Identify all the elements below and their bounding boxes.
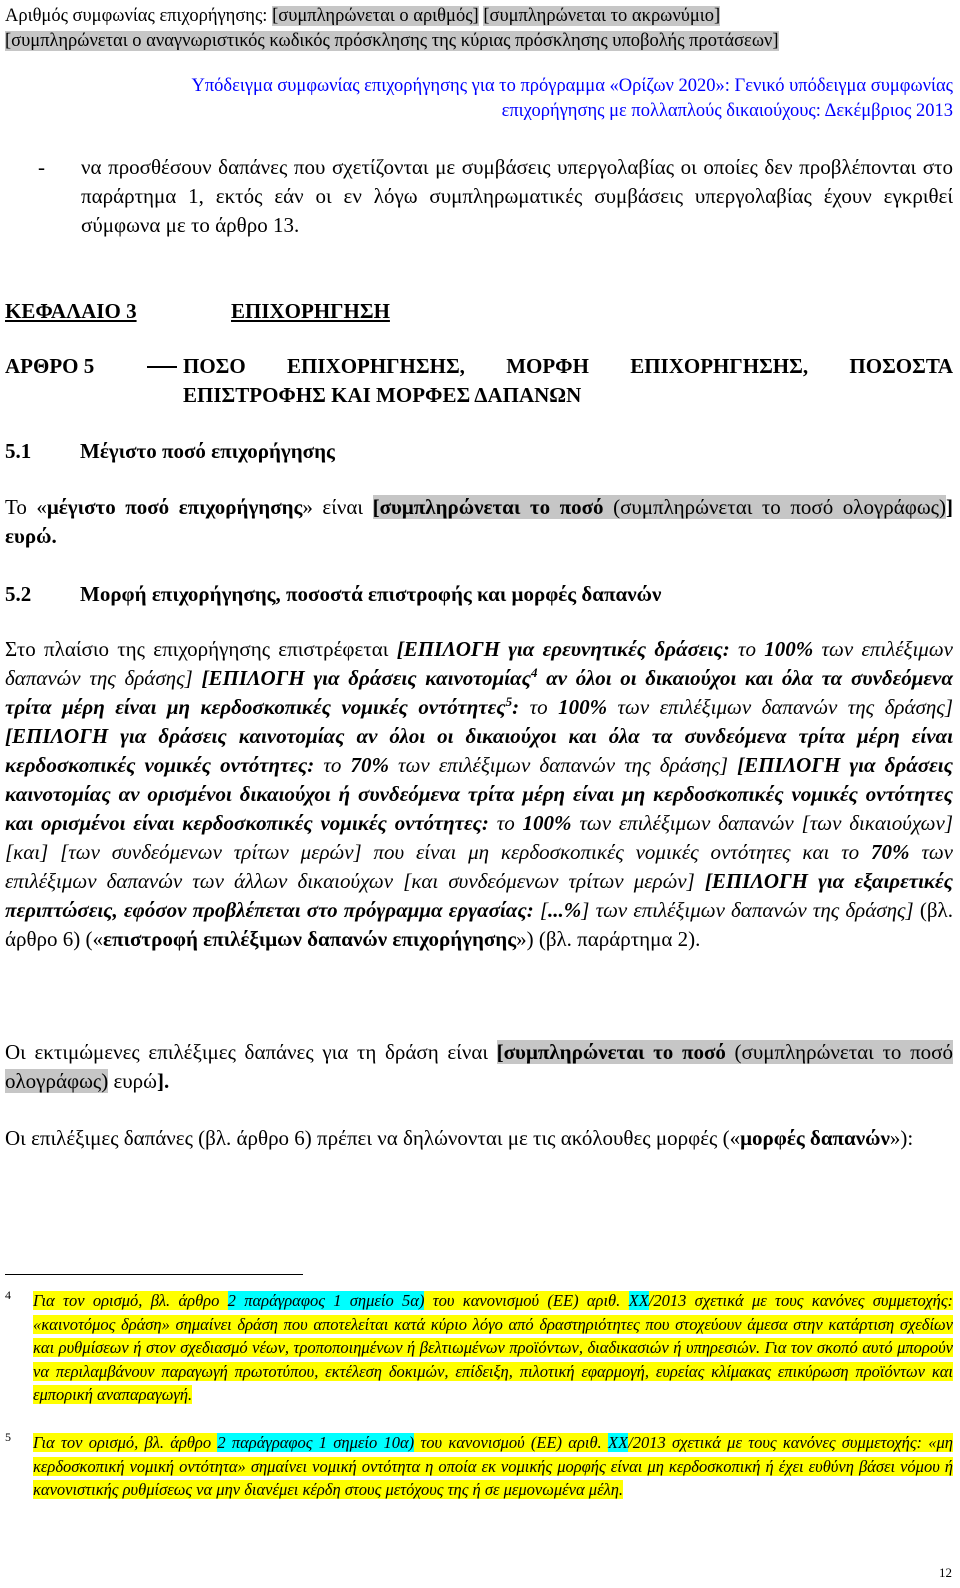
- chapter-number: ΚΕΦΑΛΑΙΟ 3: [5, 299, 137, 323]
- footnote-separator: [5, 1274, 303, 1275]
- footnote-ref-5[interactable]: 5: [505, 694, 513, 709]
- model-agreement-subtitle-2: επιχορήγησης με πολλαπλούς δικαιούχους: Δεκέμβριος 2013: [501, 101, 953, 121]
- section-number: 5.1: [5, 439, 32, 463]
- section-5-2-heading: [5, 580, 662, 609]
- article-title: [183, 352, 953, 410]
- page-number: 12: [939, 1565, 952, 1580]
- bullet-dash: -: [38, 155, 45, 179]
- amount-words-placeholder: (συμπληρώνεται το ποσό ολογράφως): [603, 495, 946, 519]
- forms-of-costs-paragraph: Οι επιλέξιμες δαπάνες (βλ. άρθρο 6) πρέπει να δηλώνονται με τις ακόλουθες μορφές («μορφές δαπανών»):: [5, 1126, 914, 1150]
- footnote-5: 5 Για τον ορισμό, βλ. άρθρο 2 παράγραφος 1 σημείο 10α) του κανονισμού (ΕΕ) αριθ. XX/2013 σχετικά με τους κανόνες συμμετοχής: «μη κερδοσκοπική νομική οντότητα» σημαίνει νομική οντότητα η οποία εκ νομικής μορφής είναι μη κερδοσκοπική ή έχει ευθύνη βάσει νόμου ή κανονιστικής ρυθμίσεως να μην διανέμει κέρδη στους μετόχους της ή σε μεμονωμένα μέλη.: [5, 1431, 953, 1502]
- section-number: 5.2: [5, 582, 32, 606]
- footnote-4: 4 Για τον ορισμό, βλ. άρθρο 2 παράγραφος 1 σημείο 5α) του κανονισμού (ΕΕ) αριθ. XX/2013 σχετικά με τους κανόνες συμμετοχής: «καινοτόμος δράση» σημαίνει δράση που αποτελείται κατά κύριο λόγο από δραστηριότητες που στοχεύουν άμεσα στην κατάρτιση σχεδίων και ρυθμίσεων ή στον σχεδιασμό νέων, τροποποιημένων ή βελτιωμένων προϊόντων, διαδικασιών ή υπηρεσιών. Για τον σκοπό αυτό μπορούν να περιλαμβάνουν παραγωγή πρωτοτύπου, εκτέλεση δοκιμών, επίδειξη, πιλοτική εφαρμογή, ευρείας κλίμακας επικύρωση προϊόντων και εμπορική αναπαραγωγή.: [5, 1289, 953, 1407]
- article-title-line-1: ΠΟΣΟ ΕΠΙΧΟΡΗΓΗΣΗΣ, ΜΟΡΦΗ ΕΠΙΧΟΡΗΓΗΣΗΣ, ΠΟΣΟΣΤΑ: [183, 354, 953, 378]
- estimated-amount-words-placeholder: (συμπληρώνεται το ποσό ολογράφως): [5, 1040, 953, 1093]
- section-title: Μέγιστο ποσό επιχορήγησης: [80, 439, 335, 463]
- article-title-line-2: ΕΠΙΣΤΡΟΦΗΣ ΚΑΙ ΜΟΡΦΕΣ ΔΑΠΑΝΩΝ: [183, 383, 582, 407]
- article-number: ΑΡΘΡΟ 5: [5, 354, 95, 378]
- footnote-ref-4[interactable]: 4: [530, 665, 538, 680]
- estimated-amount-placeholder: [συμπληρώνεται το ποσό: [496, 1040, 726, 1064]
- footnote-mark: 4: [5, 1288, 11, 1302]
- agreement-number-label: Αριθμός συμφωνίας επιχορήγησης:: [5, 6, 273, 26]
- section-title: Μορφή επιχορήγησης, ποσοστά επιστροφής και μορφές δαπανών: [80, 582, 662, 606]
- max-grant-paragraph: Το «μέγιστο ποσό επιχορήγησης» είναι [συμπληρώνεται το ποσό (συμπληρώνεται το ποσό ολογράφως)] ευρώ.: [5, 495, 953, 548]
- bullet-text: να προσθέσουν δαπάνες που σχετίζονται με συμβάσεις υπεργολαβίας οι οποίες δεν προβλέπονται στο παράρτημα 1, εκτός εάν οι εν λόγω συμπληρωματικές συμβάσεις υπεργολαβίας έχουν εγκριθεί σύμφωνα με το άρθρο 13.: [81, 155, 953, 237]
- call-id-placeholder: [συμπληρώνεται ο αναγνωριστικός κωδικός πρόσκλησης της κύριας πρόσκλησης υποβολής προτάσεων]: [5, 31, 779, 51]
- article-dash: [147, 366, 177, 368]
- reimbursement-paragraph: Στο πλαίσιο της επιχορήγησης επιστρέφεται [ΕΠΙΛΟΓΗ για ερευνητικές δράσεις: το 100% των επιλέξιμων δαπανών της δράσης] [ΕΠΙΛΟΓΗ για δράσεις καινοτομίας$^4$ αν όλοι οι δικαιούχοι και όλα τα συνδεόμενα τρίτα μέρη είναι μη κερδοσκοπικές νομικές οντότητες$^5$: το 100% των επιλέξιμων δαπανών της δράσης] [ΕΠΙΛΟΓΗ για δράσεις καινοτομίας αν όλοι οι δικαιούχοι και όλα τα συνδεόμενα τρίτα μέρη είναι κερδοσκοπικές νομικές οντότητες: το 70% των επιλέξιμων δαπανών της δράσης] [ΕΠΙΛΟΓΗ για δράσεις καινοτομίας αν ορισμένοι δικαιούχοι ή συνδεόμενα τρίτα μέρη είναι μη κερδοσκοπικές νομικές οντότητες και ορισμένοι είναι κερδοσκοπικές νομικές οντότητες: το 100% των επιλέξιμων δαπανών [των δικαιούχων] [και] [των συνδεόμενων τρίτων μερών] που είναι μη κερδοσκοπικές νομικές οντότητες και το 70% των επιλέξιμων δαπανών των άλλων δικαιούχων [και συνδεόμενων τρίτων μερών] [ΕΠΙΛΟΓΗ για εξαιρετικές περιπτώσεις, εφόσον προβλέπεται στο πρόγραμμα εργασίας: [...%] των επιλέξιμων δαπανών της δράσης] (βλ. άρθρο 6) («επιστροφή επιλέξιμων δαπανών επιχορήγησης») (βλ. παράρτημα 2).: [5, 637, 954, 951]
- article-heading: [5, 352, 953, 410]
- call-id-line: [5, 29, 953, 54]
- footnote-mark: 5: [5, 1430, 11, 1444]
- acronym-placeholder: [συμπληρώνεται το ακρωνύμιο]: [483, 6, 721, 26]
- agreement-number-placeholder: [συμπληρώνεται ο αριθμός]: [272, 6, 479, 26]
- agreement-number-line: [5, 4, 953, 29]
- model-agreement-subtitle-1: Υπόδειγμα συμφωνίας επιχορήγησης για το πρόγραμμα «Ορίζων 2020»: Γενικό υπόδειγμα συμφωνίας: [191, 76, 953, 96]
- estimated-costs-paragraph: Οι εκτιμώμενες επιλέξιμες δαπάνες για τη δράση είναι [συμπληρώνεται το ποσό (συμπληρώνεται το ποσό ολογράφως) ευρώ].: [5, 1040, 953, 1093]
- section-5-1-heading: [5, 437, 335, 466]
- subcontract-bullet: [5, 153, 953, 240]
- chapter-title: ΕΠΙΧΟΡΗΓΗΣΗ: [231, 299, 390, 323]
- chapter-heading: [5, 297, 390, 326]
- amount-placeholder: [συμπληρώνεται το ποσό: [372, 495, 604, 519]
